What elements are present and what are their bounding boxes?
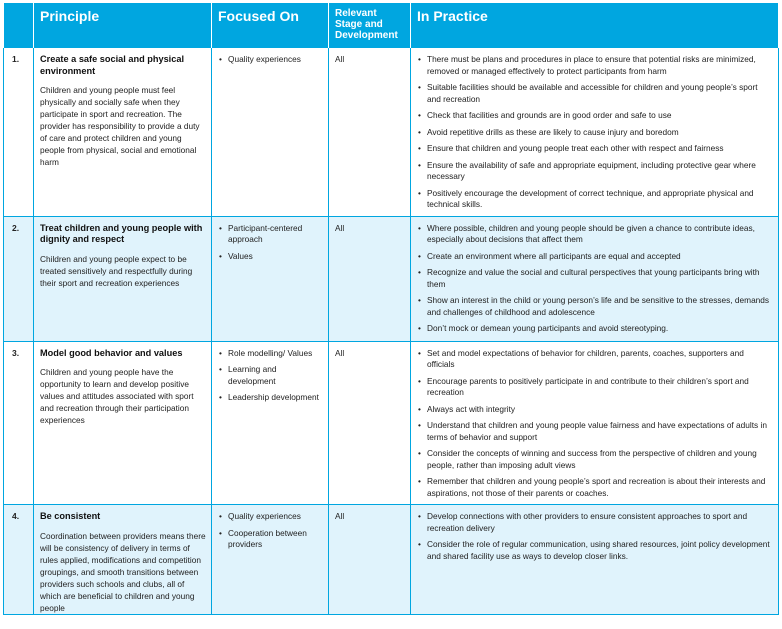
bullet-icon: • — [418, 250, 421, 261]
header-number — [4, 3, 34, 48]
list-item — [417, 476, 773, 499]
principle-description: Children and young people expect to be treated sensitively and respectfully during their sport and recreation experiences — [40, 253, 193, 288]
focus-text: Quality experiences — [228, 54, 301, 64]
list-item — [417, 404, 773, 416]
table-row — [4, 48, 779, 216]
header-relevant-stage: Relevant Stage and Development — [329, 3, 411, 48]
practice-text: Show an interest in the child or young person’s life and be sensitive to the stresses, demands and challenges of childhood and adolescence — [427, 295, 770, 317]
bullet-icon: • — [418, 511, 421, 521]
list-item — [218, 364, 323, 387]
header-row — [4, 3, 779, 48]
list-item — [417, 127, 773, 139]
focused-on-cell — [212, 216, 329, 341]
focused-on-list — [218, 54, 323, 66]
list-item — [218, 251, 323, 263]
list-item — [417, 143, 773, 155]
principle-title: Treat children and young people with dignity and respect — [40, 222, 203, 244]
table-row — [4, 216, 779, 341]
practice-text: Set and model expectations of behavior for children, parents, coaches, supporters and officials — [427, 347, 744, 369]
header-focused-on: Focused On — [212, 3, 329, 48]
bullet-icon: • — [418, 267, 421, 277]
list-item — [417, 223, 773, 246]
stage-cell: All — [329, 216, 411, 341]
in-practice-list — [417, 54, 773, 211]
table-body — [4, 48, 779, 615]
focus-text: Learning and development — [228, 364, 277, 386]
bullet-icon: • — [219, 54, 222, 64]
in-practice-list — [417, 511, 773, 562]
bullet-icon: • — [418, 110, 421, 120]
practice-text: Ensure that children and young people treat each other with respect and fairness — [427, 143, 724, 153]
focus-text: Role modelling/ Values — [228, 347, 313, 358]
table-row — [4, 341, 779, 505]
list-item — [417, 251, 773, 263]
principle-description: Children and young people must feel physically and socially safe when they participate in sport and recreation. The provider has responsibility to provide a duty of care and protect children and young people from physical, social and emotional harm — [40, 85, 200, 167]
focus-text: Cooperation between providers — [228, 527, 307, 549]
list-item — [417, 295, 773, 318]
principle-title: Create a safe social and physical environment — [40, 54, 185, 76]
bullet-icon: • — [219, 222, 222, 233]
list-item — [218, 348, 323, 360]
list-item — [218, 528, 323, 551]
practice-text: Suitable facilities should be available and accessible for children and young people’s sport and recreation — [427, 82, 758, 104]
list-item — [417, 323, 773, 335]
bullet-icon: • — [418, 187, 421, 198]
header-in-practice: In Practice — [411, 3, 779, 48]
focus-text: Quality experiences — [228, 511, 301, 521]
row-number: 4. — [4, 505, 34, 615]
bullet-icon: • — [418, 476, 421, 486]
practice-text: Always act with integrity — [427, 403, 516, 414]
list-item — [417, 110, 773, 122]
list-item — [417, 376, 773, 399]
row-number: 2. — [4, 216, 34, 341]
focus-text: Participant-centered approach — [228, 222, 303, 244]
bullet-icon: • — [418, 539, 421, 549]
bullet-icon: • — [418, 222, 421, 233]
in-practice-cell — [411, 48, 779, 216]
in-practice-cell — [411, 216, 779, 341]
practice-text: Ensure the availability of safe and appropriate equipment, including protective gear where necessary — [427, 159, 756, 181]
practice-text: Consider the concepts of winning and success from the perspective of children and young people, rather than imposing adult views — [427, 448, 757, 470]
list-item — [218, 223, 323, 246]
stage-cell: All — [329, 48, 411, 216]
in-practice-list — [417, 223, 773, 335]
stage-cell: All — [329, 341, 411, 505]
bullet-icon: • — [418, 375, 421, 386]
bullet-icon: • — [418, 126, 421, 137]
practice-text: Check that facilities and grounds are in good order and safe to use — [427, 110, 672, 120]
principle-cell — [34, 48, 212, 216]
bullet-icon: • — [418, 295, 421, 305]
row-number: 1. — [4, 48, 34, 216]
practice-text: Don’t mock or demean young participants and avoid stereotyping. — [427, 323, 669, 333]
principle-title: Be consistent — [40, 511, 101, 521]
bullet-icon: • — [418, 54, 421, 64]
practice-text: Recognize and value the social and cultural perspectives that young participants bring with them — [427, 267, 760, 289]
list-item — [218, 54, 323, 66]
list-item — [417, 539, 773, 562]
row-number: 3. — [4, 341, 34, 505]
list-item — [218, 511, 323, 523]
in-practice-cell — [411, 505, 779, 615]
bullet-icon: • — [418, 82, 421, 92]
focused-on-list — [218, 348, 323, 404]
practice-text: Consider the role of regular communication, using shared resources, joint policy development and shared facility use as ways to develop closer links. — [427, 539, 770, 561]
list-item — [218, 392, 323, 404]
practice-text: Avoid repetitive drills as these are likely to cause injury and boredom — [427, 126, 679, 137]
list-item — [417, 511, 773, 534]
focused-on-list — [218, 223, 323, 263]
principle-description: Children and young people have the opportunity to learn and develop positive values and attitudes associated with sport and recreation through their participation experiences — [40, 367, 194, 425]
in-practice-cell — [411, 341, 779, 505]
principles-table — [3, 3, 779, 615]
list-item — [417, 420, 773, 443]
bullet-icon: • — [418, 143, 421, 153]
principle-cell — [34, 216, 212, 341]
bullet-icon: • — [418, 159, 421, 170]
in-practice-list — [417, 348, 773, 500]
bullet-icon: • — [219, 250, 222, 261]
header-principle: Principle — [34, 3, 212, 48]
focused-on-list — [218, 511, 323, 551]
practice-text: There must be plans and procedures in place to ensure that potential risks are minimized, removed or managed effectively to protect participants from harm — [427, 54, 756, 76]
practice-text: Encourage parents to positively participate in and contribute to their children’s sport and recreation — [427, 375, 749, 397]
principle-cell — [34, 505, 212, 615]
list-item — [417, 54, 773, 77]
practice-text: Positively encourage the development of correct technique, and appropriate physical and technical skills. — [427, 187, 754, 209]
focused-on-cell — [212, 505, 329, 615]
focused-on-cell — [212, 341, 329, 505]
focus-text: Values — [228, 250, 253, 261]
principle-title: Model good behavior and values — [40, 347, 183, 358]
practice-text: Where possible, children and young people should be given a chance to contribute ideas, especially about decisions that affect them — [427, 222, 755, 244]
bullet-icon: • — [418, 448, 421, 458]
bullet-icon: • — [219, 347, 222, 358]
list-item — [417, 348, 773, 371]
bullet-icon: • — [418, 420, 421, 430]
table-row — [4, 505, 779, 615]
list-item — [417, 267, 773, 290]
practice-text: Create an environment where all participants are equal and accepted — [427, 250, 681, 261]
principle-cell — [34, 341, 212, 505]
practice-text: Remember that children and young people’s sport and recreation is about their interests and aspirations, not those of their parents or coaches. — [427, 476, 766, 498]
list-item — [417, 82, 773, 105]
bullet-icon: • — [418, 323, 421, 333]
bullet-icon: • — [219, 392, 222, 402]
focus-text: Leadership development — [228, 392, 319, 402]
list-item — [417, 160, 773, 183]
bullet-icon: • — [219, 527, 222, 538]
principle-description: Coordination between providers means there will be consistency of delivery in terms of rules applied, modifications and competition groupings, and smooth transitions between providers such schools and clubs, all of which are beneficial to children and young people — [40, 530, 206, 613]
stage-cell: All — [329, 505, 411, 615]
practice-text: Understand that children and young people value fairness and have expectations of adults in terms of behavior and support — [427, 420, 767, 442]
bullet-icon: • — [418, 347, 421, 358]
bullet-icon: • — [219, 364, 222, 374]
bullet-icon: • — [418, 403, 421, 414]
bullet-icon: • — [219, 511, 222, 521]
list-item — [417, 448, 773, 471]
focused-on-cell — [212, 48, 329, 216]
practice-text: Develop connections with other providers to ensure consistent approaches to sport and recreation delivery — [427, 511, 748, 533]
list-item — [417, 188, 773, 211]
